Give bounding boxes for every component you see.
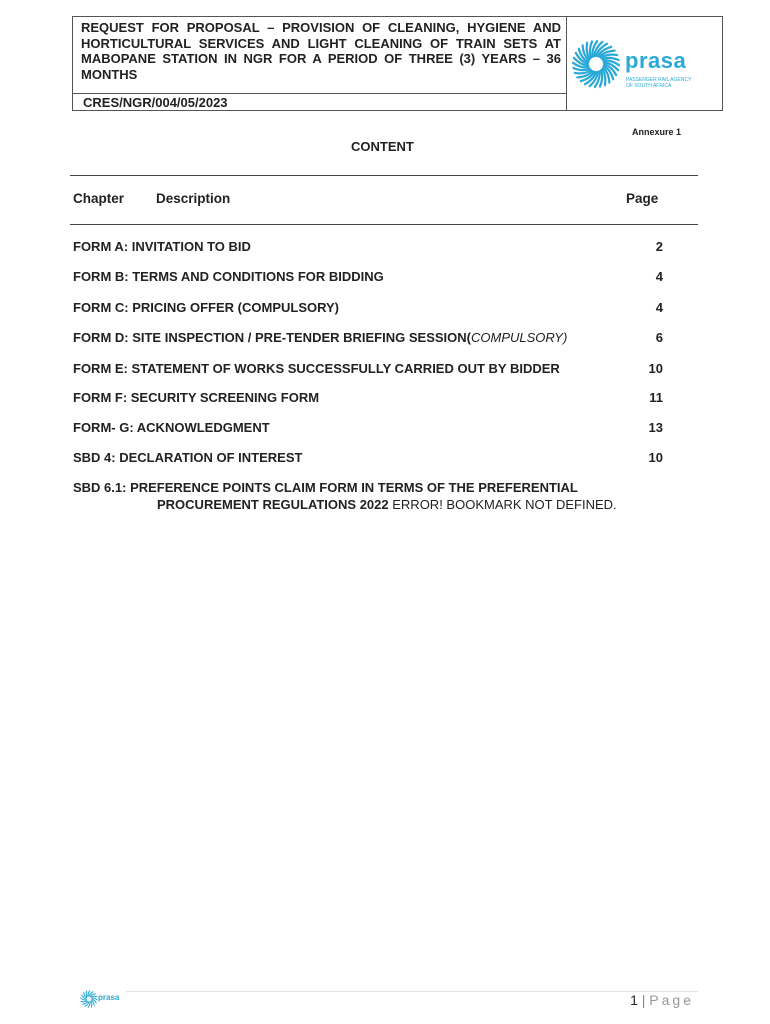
toc-entry-page: 10 bbox=[648, 450, 663, 465]
header-rule bbox=[70, 224, 698, 225]
toc-entry-line2-wrap bbox=[73, 497, 673, 514]
annexure-label: Annexure 1 bbox=[632, 127, 682, 137]
toc-entry-page: 4 bbox=[655, 300, 663, 315]
page-separator: | bbox=[641, 992, 646, 1008]
column-page: Page bbox=[626, 191, 659, 206]
toc-entry-sbd-4[interactable] bbox=[73, 450, 663, 468]
toc-entry-form-c[interactable] bbox=[73, 300, 663, 318]
toc-entry-label-main: FORM D: SITE INSPECTION / PRE-TENDER BRIEFING SESSION( bbox=[73, 330, 471, 345]
bookmark-error-text: ERROR! BOOKMARK NOT DEFINED. bbox=[388, 496, 617, 512]
toc-entry-sbd-6-1[interactable] bbox=[73, 480, 673, 513]
column-chapter: Chapter bbox=[73, 191, 125, 206]
footer-rule bbox=[126, 991, 698, 992]
logo-subtitle: PASSENGER RAIL AGENCY OF SOUTH AFRICA bbox=[626, 77, 692, 89]
toc-entry-form-d[interactable] bbox=[73, 330, 663, 348]
toc-entry-label: FORM A: INVITATION TO BID bbox=[73, 239, 251, 254]
prasa-sunburst-icon bbox=[571, 39, 621, 89]
toc-entry-form-g[interactable] bbox=[73, 420, 663, 438]
toc-entry-page: 10 bbox=[648, 361, 663, 376]
prasa-logo bbox=[567, 17, 722, 110]
column-description: Description bbox=[156, 191, 231, 206]
toc-entry-label: FORM E: STATEMENT OF WORKS SUCCESSFULLY CARRIED OUT BY BIDDER bbox=[73, 361, 560, 376]
toc-entry-label: FORM B: TERMS AND CONDITIONS FOR BIDDING bbox=[73, 269, 384, 284]
toc-entry-page: 13 bbox=[648, 420, 663, 435]
toc-entry-form-a[interactable] bbox=[73, 239, 663, 257]
header-table bbox=[72, 16, 723, 111]
toc-entry-label: FORM- G: ACKNOWLEDGMENT bbox=[73, 420, 270, 435]
toc-entry-label: SBD 4: DECLARATION OF INTEREST bbox=[73, 450, 303, 465]
toc-entry-label: FORM C: PRICING OFFER (COMPULSORY) bbox=[73, 300, 340, 315]
toc-entry-page: 2 bbox=[655, 239, 663, 254]
page-footer bbox=[630, 992, 694, 1008]
header-divider bbox=[73, 93, 567, 94]
toc-entry-label bbox=[73, 330, 567, 345]
toc-entry-label: FORM F: SECURITY SCREENING FORM bbox=[73, 390, 320, 405]
document-title: REQUEST FOR PROPOSAL – PROVISION OF CLEANING, HYGIENE AND HORTICULTURAL SERVICES AND LIGHT CLEANING OF TRAIN SETS AT MABOPANE STATION IN NGR FOR A PERIOD OF THREE (3) YEARS – 36 MONTHS bbox=[81, 20, 561, 82]
top-rule bbox=[70, 175, 698, 176]
logo-wordmark: prasa bbox=[625, 48, 687, 73]
toc-entry-form-b[interactable] bbox=[73, 269, 663, 287]
toc-entry-form-e[interactable] bbox=[73, 361, 663, 379]
toc-entry-form-f[interactable] bbox=[73, 390, 663, 408]
toc-entry-page: 6 bbox=[655, 330, 663, 345]
footer-prasa-icon bbox=[80, 990, 98, 1008]
header-title-cell bbox=[73, 17, 567, 110]
page-word: Page bbox=[649, 992, 694, 1008]
toc-entry-page: 4 bbox=[655, 269, 663, 284]
footer-logo-wordmark: prasa bbox=[98, 993, 120, 1002]
toc-entry-line2: PROCUREMENT REGULATIONS 2022 bbox=[157, 496, 389, 512]
toc-entry-label-italic: COMPULSORY) bbox=[470, 330, 568, 345]
toc-entry-page: 11 bbox=[649, 390, 663, 405]
toc-entry-line1: SBD 6.1: PREFERENCE POINTS CLAIM FORM IN TERMS OF THE PREFERENTIAL bbox=[73, 480, 578, 495]
page-number: 1 bbox=[630, 992, 638, 1008]
tender-reference: CRES/NGR/004/05/2023 bbox=[83, 95, 228, 110]
content-heading: CONTENT bbox=[351, 139, 414, 154]
